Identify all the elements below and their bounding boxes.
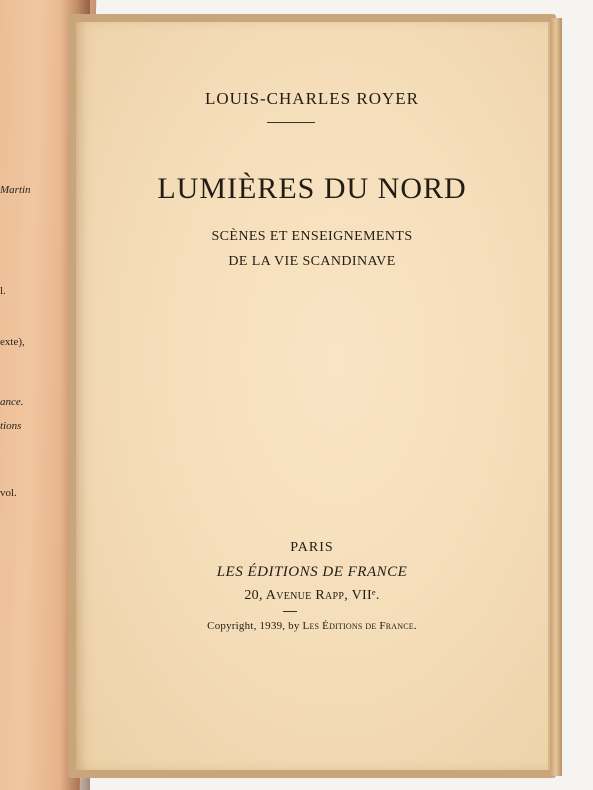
copyright-prefix: Copyright, 1939, by xyxy=(207,620,300,632)
book-subtitle-line2: DE LA VIE SCANDINAVE xyxy=(228,254,396,269)
publisher-name: LES ÉDITIONS DE FRANCE xyxy=(216,564,408,580)
left-page-fragment: vol. xyxy=(0,487,17,499)
book-subtitle-line1: SCÈNES ET ENSEIGNEMENTS xyxy=(211,229,413,244)
page-edge xyxy=(550,18,562,776)
publication-city: PARIS xyxy=(290,540,334,555)
left-page-fragment: tions xyxy=(0,420,22,432)
divider-rule-small xyxy=(283,611,297,612)
divider-rule xyxy=(267,122,315,123)
author-name: LOUIS-CHARLES ROYER xyxy=(204,89,420,108)
left-page-fragment: exte), xyxy=(0,336,25,348)
left-page-fragment: l. xyxy=(0,285,6,297)
title-page xyxy=(76,22,550,770)
publisher-address: 20, Avenue Rapp, VIIᵉ. xyxy=(244,588,380,603)
book-title: LUMIÈRES DU NORD xyxy=(157,172,467,205)
copyright-notice xyxy=(76,620,548,632)
left-page-fragment: Martin xyxy=(0,184,31,196)
copyright-holder: Les Éditions de France. xyxy=(302,620,417,632)
left-page-fragment: ance. xyxy=(0,396,24,408)
